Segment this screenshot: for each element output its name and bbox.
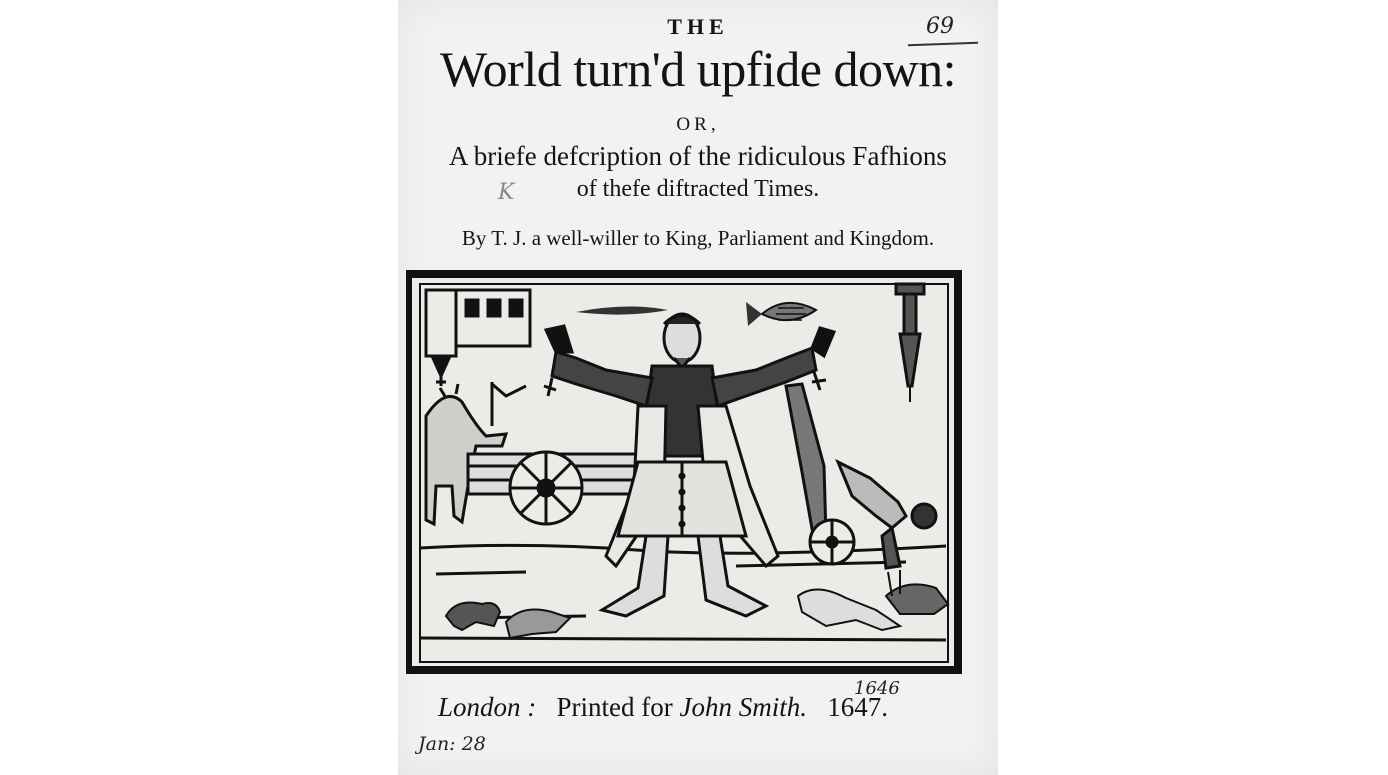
- title-or: OR,: [676, 114, 720, 135]
- handwritten-date: Jan: 28: [418, 733, 486, 755]
- imprint-year: 1647.: [827, 692, 888, 722]
- title-page: [398, 0, 998, 775]
- margin-mark: K: [498, 180, 515, 205]
- handwritten-year: 1646: [854, 678, 900, 699]
- subtitle-line-2: of thefe diftracted Times.: [576, 176, 820, 202]
- imprint-printer: John Smith.: [679, 692, 807, 722]
- imprint-printed-for: Printed for: [556, 692, 673, 722]
- byline: By T. J. a well-willer to King, Parliament and Kingdom.: [461, 226, 935, 250]
- subtitle-line-1: A briefe defcription of the ridiculous Fafhions: [449, 141, 947, 171]
- imprint-place: London :: [438, 692, 537, 722]
- page-title: World turn'd upfide down:: [439, 41, 956, 97]
- folio-number: 69: [926, 14, 954, 39]
- woodcut-illustration: [406, 266, 962, 676]
- title-the: THE: [667, 14, 729, 39]
